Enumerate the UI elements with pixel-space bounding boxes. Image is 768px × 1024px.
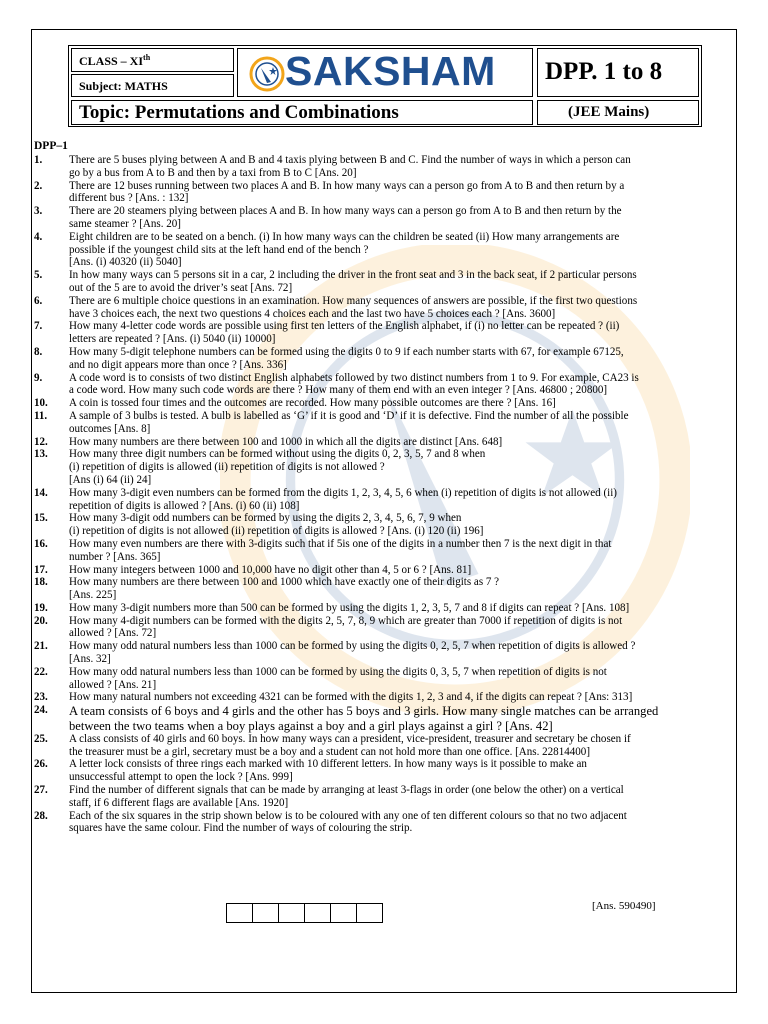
question-number: 20. (34, 614, 48, 627)
question-number: 5. (34, 269, 43, 282)
question-line: go by a bus from A to B and then by a taxi from B to C [Ans. 20] (69, 166, 357, 179)
question-line: (i) repetition of digits is allowed (ii) repetition of digits is not allowed ? (69, 461, 385, 474)
question-item (34, 810, 736, 836)
question-text (69, 410, 736, 436)
question-number: 1. (34, 154, 43, 166)
saksham-logo-icon (249, 56, 285, 92)
question-number: 27. (34, 784, 48, 797)
strip-square (226, 903, 253, 923)
class-cell (71, 48, 234, 72)
q28-answer: [Ans. 590490] (592, 900, 656, 912)
question-text (69, 295, 736, 321)
question-item (34, 295, 736, 321)
question-text (69, 436, 736, 449)
question-text (69, 397, 736, 410)
question-text (69, 372, 736, 398)
question-number: 11. (34, 409, 48, 422)
question-line: squares have the same colour. Find the number of ways of colouring the strip. (69, 822, 413, 835)
question-text (69, 602, 736, 615)
question-line: How many 3-digit even numbers can be formed from the digits 1, 2, 3, 4, 5, 6 when (i) repetition of digits is not allowed (ii) (69, 486, 617, 499)
question-line: How many odd natural numbers less than 1000 can be formed by using the digits 0, 2, 5, 7 when repetition of digits is allowed ? (69, 640, 636, 653)
question-line: repetition of digits is allowed ? [Ans. (i) 60 (ii) 108] (69, 499, 300, 512)
question-number: 2. (34, 179, 43, 192)
section-title: DPP–1 (34, 140, 68, 152)
question-number: 13. (34, 448, 48, 461)
question-line: [Ans (i) 64 (ii) 24] (69, 473, 152, 486)
question-text (69, 320, 736, 346)
question-text (69, 564, 736, 577)
question-list (34, 140, 736, 835)
question-line: A sample of 3 bulbs is tested. A bulb is labelled as ‘G’ if it is good and ‘D’ if it is defective. Find the number of all the possible (69, 409, 629, 422)
question-number: 8. (34, 345, 43, 358)
question-number: 6. (34, 294, 43, 307)
question-text (69, 269, 736, 295)
question-line: [Ans. (i) 40320 (ii) 5040] (69, 256, 182, 269)
strip-square (278, 903, 305, 923)
question-line: a code word. How many such code words are there ? How many of them end with an even integer ? [Ans. 46800 ; 20800] (69, 384, 608, 397)
question-line: There are 12 buses running between two places A and B. In how many ways can a person go from A to B and then return by a (69, 179, 625, 192)
question-number: 28. (34, 809, 48, 822)
question-number: 3. (34, 205, 43, 218)
question-item (34, 320, 736, 346)
question-number: 24. (34, 704, 48, 717)
question-line: out of the 5 are to avoid the driver’s seat [Ans. 72] (69, 281, 293, 294)
question-line: [Ans. 32] (69, 653, 111, 666)
question-item (34, 615, 736, 641)
logo-cell (237, 48, 533, 97)
question-item (34, 512, 736, 538)
question-number: 7. (34, 320, 43, 333)
question-item (34, 576, 736, 602)
question-item (34, 602, 736, 615)
question-item (34, 564, 736, 577)
question-line: A class consists of 40 girls and 60 boys. In how many ways can a president, vice-president, treasurer and secretary be chosen if (69, 732, 631, 745)
question-number: 26. (34, 758, 48, 771)
question-line: [Ans. 225] (69, 589, 117, 602)
question-line: How many 3-digit odd numbers can be formed by using the digits 2, 3, 4, 5, 6, 7, 9 when (69, 512, 462, 525)
question-line: A team consists of 6 boys and 4 girls and the other has 5 boys and 3 girls. How many single matches can be arranged (69, 704, 659, 719)
strip-square (252, 903, 279, 923)
question-line: number ? [Ans. 365] (69, 550, 161, 563)
question-item (34, 269, 736, 295)
question-line: possible if the youngest child sits at the left hand end of the bench ? (69, 243, 369, 256)
question-line: (i) repetition of digits is not allowed (ii) repetition of digits is allowed ? [Ans. (i) 120 (ii) 196] (69, 525, 484, 538)
question-text (69, 733, 736, 759)
question-item (34, 180, 736, 206)
question-line: How many numbers are there between 100 and 1000 in which all the digits are distinct [Ans. 648] (69, 435, 503, 448)
question-number: 15. (34, 512, 48, 525)
topic-title: Topic: Permutations and Combinations (79, 102, 399, 123)
question-line: In how many ways can 5 persons sit in a car, 2 including the driver in the front seat and 3 in the back seat, if 2 particular persons (69, 269, 637, 282)
question-line: How many natural numbers not exceeding 4321 can be formed with the digits 1, 2, 3 and 4, if the digits can repeat ? [Ans: 313] (69, 691, 633, 704)
question-text (69, 576, 736, 602)
question-text (69, 180, 736, 206)
question-line: How many three digit numbers can be formed without using the digits 0, 2, 3, 5, 7 and 8 when (69, 448, 486, 461)
question-text (69, 615, 736, 641)
dpp-range: DPP. 1 to 8 (545, 58, 663, 85)
class-label: CLASS – XI (79, 54, 144, 68)
question-text (69, 758, 736, 784)
question-item (34, 704, 736, 733)
question-line: A coin is tossed four times and the outcomes are recorded. How many possible outcomes are there ? [Ans. 16] (69, 397, 556, 410)
question-item (34, 691, 736, 704)
question-number: 12. (34, 435, 48, 448)
question-text (69, 205, 736, 231)
question-text (69, 487, 736, 513)
question-text (69, 784, 736, 810)
question-text (69, 691, 736, 704)
question-number: 4. (34, 230, 43, 243)
question-line: How many integers between 1000 and 10,000 have no digit other than 4, 5 or 6 ? [Ans. 81] (69, 563, 472, 576)
question-text (69, 538, 736, 564)
question-line: between the two teams when a boy plays against a boy and a girl plays against a girl ? [Ans. 42] (69, 718, 553, 733)
question-text (69, 512, 736, 538)
question-number: 22. (34, 665, 48, 678)
question-number: 25. (34, 732, 48, 745)
dpp-cell (537, 48, 699, 97)
question-line: How many numbers are there between 100 and 1000 which have exactly one of their digits as 7 ? (69, 576, 500, 589)
question-line: Find the number of different signals that can be made by arranging at least 3-flags in order (one below the other) on a vertical (69, 784, 624, 797)
question-number: 14. (34, 486, 48, 499)
question-line: same steamer ? [Ans. 20] (69, 217, 181, 230)
question-number: 17. (34, 563, 48, 576)
question-text (69, 666, 736, 692)
question-line: unsuccessful attempt to open the lock ? [Ans. 999] (69, 771, 293, 784)
question-line: have 3 choices each, the next two questions 4 choices each and the last two have 5 choices each ? [Ans. 3600] (69, 307, 556, 320)
question-line: A letter lock consists of three rings each marked with 10 different letters. In how many ways is it possible to make an (69, 758, 587, 771)
question-line: allowed ? [Ans. 72] (69, 627, 157, 640)
question-text (69, 810, 736, 836)
question-item (34, 205, 736, 231)
question-line: staff, if 6 different flags are available [Ans. 1920] (69, 796, 289, 809)
question-item (34, 372, 736, 398)
question-item (34, 154, 736, 180)
strip-square (304, 903, 331, 923)
question-number: 21. (34, 640, 48, 653)
question-line: allowed ? [Ans. 21] (69, 678, 157, 691)
question-item (34, 231, 736, 269)
question-text (69, 231, 736, 269)
question-item (34, 733, 736, 759)
question-item (34, 410, 736, 436)
question-item (34, 784, 736, 810)
question-text (69, 640, 736, 666)
question-item (34, 758, 736, 784)
question-item (34, 448, 736, 486)
question-line: different bus ? [Ans. : 132] (69, 192, 189, 205)
question-text (69, 448, 736, 486)
question-text (69, 704, 736, 733)
question-item (34, 397, 736, 410)
question-item (34, 487, 736, 513)
question-line: Eight children are to be seated on a bench. (i) In how many ways can the children be seated (ii) How many arrangements are (69, 230, 620, 243)
question-line: A code word is to consists of two distinct English alphabets followed by two distinct numbers from 1 to 9. For example, CA23 is (69, 371, 639, 384)
question-item (34, 640, 736, 666)
question-line: How many even numbers are there with 3-digits such that if 5is one of the digits in a number then 7 is the next digit in that (69, 537, 612, 550)
question-line: There are 6 multiple choice questions in an examination. How many sequences of answers are possible, if the first two questions (69, 294, 638, 307)
question-line: and no digit appears more than once ? [Ans. 336] (69, 358, 287, 371)
question-number: 23. (34, 691, 48, 704)
question-line: the treasurer must be a girl, secretary must be a boy and a student can not hold more than one office. [Ans. 22814400] (69, 745, 590, 758)
question-item (34, 346, 736, 372)
subject-cell (71, 74, 234, 97)
topic-cell (71, 100, 533, 125)
question-item (34, 436, 736, 449)
exam-cell (537, 100, 699, 125)
question-item (34, 666, 736, 692)
question-line: How many 4-letter code words are possible using first ten letters of the English alphabet, if (i) no letter can be repeated ? (ii) (69, 320, 620, 333)
question-text (69, 346, 736, 372)
question-number: 19. (34, 601, 48, 614)
question-number: 16. (34, 537, 48, 550)
question-line: There are 20 steamers plying between places A and B. In how many ways can a person go from A to B and then return by the (69, 205, 622, 218)
question-line: letters are repeated ? [Ans. (i) 5040 (ii) 10000] (69, 333, 276, 346)
question-item (34, 538, 736, 564)
class-superscript: th (143, 53, 151, 62)
strip-square (356, 903, 383, 923)
question-line: outcomes [Ans. 8] (69, 422, 151, 435)
question-line: There are 5 buses plying between A and B and 4 taxis plying between B and C. Find the number of ways in which a person can (69, 154, 631, 166)
question-number: 10. (34, 397, 48, 410)
subject-label: Subject: MATHS (79, 79, 168, 93)
strip-square (330, 903, 357, 923)
brand-name: SAKSHAM (285, 48, 496, 94)
question-line: How many odd natural numbers less than 1000 can be formed by using the digits 0, 3, 5, 7 when repetition of digits is not (69, 665, 607, 678)
question-line: How many 5-digit telephone numbers can be formed using the digits 0 to 9 if each number starts with 67, for example 67125, (69, 345, 624, 358)
question-text (69, 154, 736, 180)
question-line: How many 4-digit numbers can be formed with the digits 2, 5, 7, 8, 9 which are greater than 7000 if repetition of digits is not (69, 614, 623, 627)
question-line: Each of the six squares in the strip shown below is to be coloured with any one of ten different colours so that no two adjacent (69, 809, 627, 822)
question-number: 9. (34, 371, 43, 384)
colour-strip (227, 903, 383, 923)
question-number: 18. (34, 576, 48, 589)
question-line: How many 3-digit numbers more than 500 can be formed by using the digits 1, 2, 3, 5, 7 and 8 if digits can repeat ? [Ans. 108] (69, 601, 630, 614)
exam-label: (JEE Mains) (568, 104, 650, 120)
